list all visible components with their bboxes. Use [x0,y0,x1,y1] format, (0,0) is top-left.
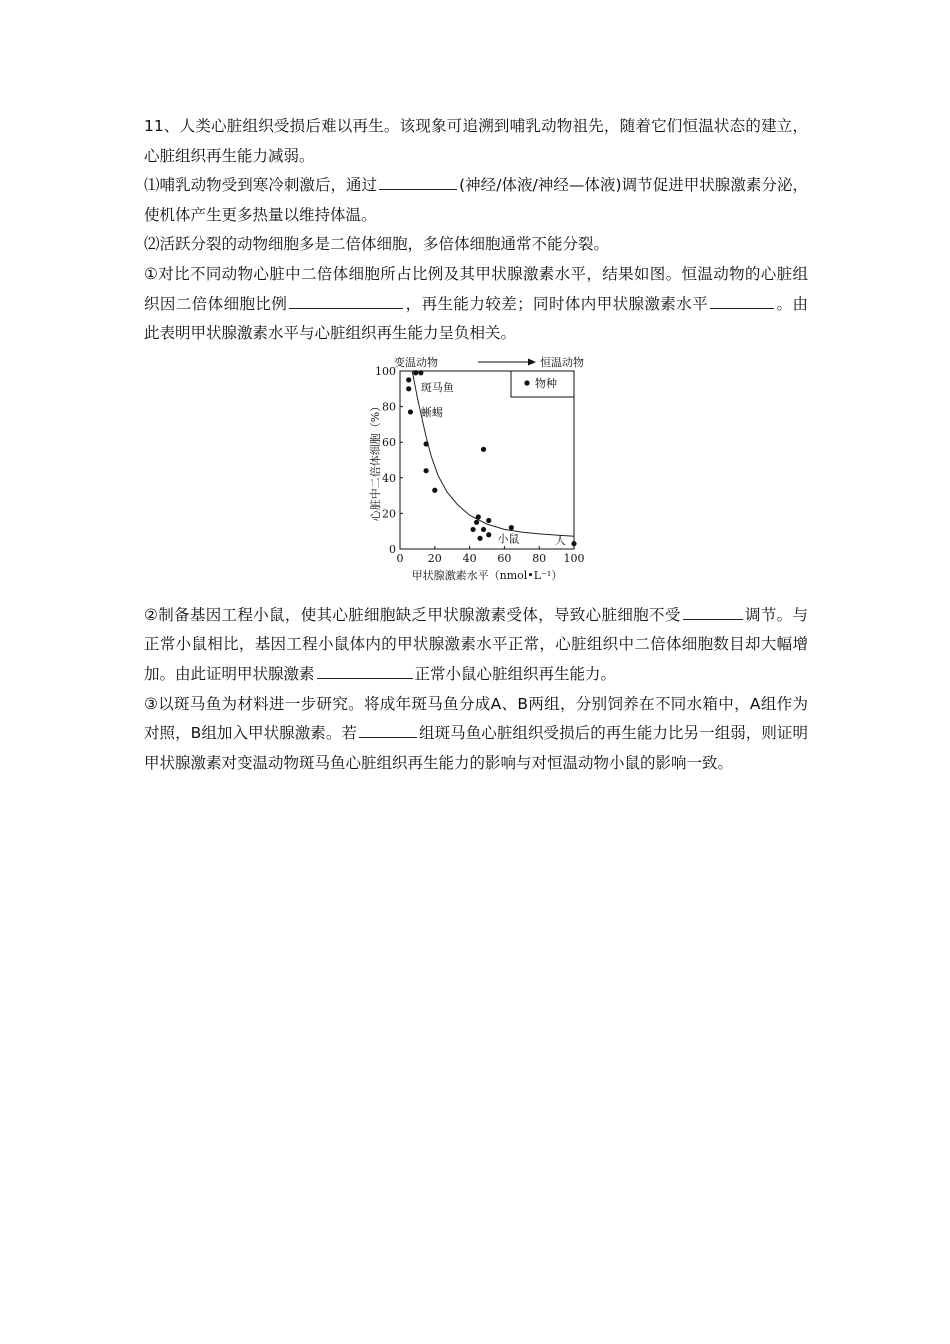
sub-3-text: ③以斑马鱼为材料进一步研究。将成年斑马鱼分成A、B两组，分别饲养在不同水箱中，A组作为对照，B组加入甲状腺激素。若 [144,694,808,743]
data-point [474,519,479,524]
part-1-text: ⑴哺乳动物受到寒冷刺激后，通过 [144,176,378,195]
legend-marker [524,380,529,385]
legend-label: 物种 [535,376,557,390]
sub-3-text-end: 组斑马鱼心脏组织受损后的再生能力比另一组弱，则证明甲状腺激素对变温动物斑马鱼心脏组织再生能力的影响与对恒温动物小鼠的影响一致。 [144,724,808,772]
sub-2-text-end: 正常小鼠心脏组织再生能力。 [414,664,617,683]
y-tick-label: 80 [382,400,396,414]
data-point [481,527,486,532]
data-point [424,441,429,446]
annotation-label: 小鼠 [497,532,520,546]
x-tick-label: 80 [532,551,547,565]
data-point [418,370,423,375]
x-axis-label: 甲状腺激素水平（nmol•L⁻¹） [411,568,563,582]
top-label-right: 恒温动物 [540,355,584,369]
data-point [481,446,486,451]
question-intro: 11、人类心脏组织受损后难以再生。该现象可追溯到哺乳动物祖先，随着它们恒温状态的建立，心脏组织再生能力减弱。 [144,117,808,165]
data-point [571,541,576,546]
y-tick-label: 0 [389,542,396,556]
data-point [476,514,481,519]
annotation-label: 斑马鱼 [420,380,454,394]
part-1 [144,171,808,230]
answer-blank-6[interactable] [359,722,417,739]
sub-question-2 [144,601,808,690]
x-tick-label: 0 [396,551,404,565]
x-tick-label: 60 [497,551,512,565]
y-axis-label: 心脏中二倍体细胞（%） [369,400,382,521]
data-point [509,525,514,530]
top-label-left: 变温动物 [394,355,438,369]
answer-blank-1[interactable] [379,174,457,191]
sub-1-text-mid: ，再生能力较差；同时体内甲状腺激素水平 [405,294,709,313]
data-point [486,518,491,523]
data-point [432,487,437,492]
question-11 [144,112,808,778]
scatter-chart [369,353,624,597]
part-2-intro: ⑵活跃分裂的动物细胞多是二倍体细胞，多倍体细胞通常不能分裂。 [144,235,610,254]
data-point [413,370,418,375]
figure [144,353,808,597]
data-point [406,377,411,382]
annotation-label: 蜥蜴 [420,405,443,419]
x-tick-label: 40 [462,551,477,565]
data-point [470,527,475,532]
answer-blank-5[interactable] [317,662,413,679]
data-point [424,468,429,473]
annotations [421,381,566,547]
answer-blank-4[interactable] [683,603,743,620]
sub-question-3 [144,690,808,779]
y-tick-label: 100 [375,364,396,378]
x-tick-label: 100 [563,551,585,565]
answer-blank-3[interactable] [710,292,774,309]
sub-2-text-mid: 调节。与正常小鼠相比，基因工程小鼠体内的甲状腺激素水平正常，心脏组织中二倍体细胞数目却大幅增加。由此证明甲状腺激素 [144,605,808,683]
x-tick-label: 20 [427,551,442,565]
sub-question-1 [144,260,808,349]
y-tick-label: 60 [382,435,396,449]
data-point [486,532,491,537]
y-tick-label: 40 [382,471,396,485]
sub-1-text: ①对比不同动物心脏中二倍体细胞所占比例及其甲状腺激素水平，结果如图。恒温动物的心脏组织因二倍体细胞比例 [144,264,808,313]
data-point [477,535,482,540]
sub-2-text: ②制备基因工程小鼠，使其心脏细胞缺乏甲状腺激素受体，导致心脏细胞不受 [144,605,681,624]
y-tick-label: 20 [382,507,396,521]
data-point [406,386,411,391]
top-arrow-head [528,358,536,365]
annotation-label: 人 [554,533,566,547]
part-1-text-end: (神经/体液/神经—体液)调节促进甲状腺激素分泌，使机体产生更多热量以维持体温。 [144,176,808,224]
sub-1-text-end: 。由此表明甲状腺激素水平与心脏组织再生能力呈负相关。 [144,294,808,343]
data-point [408,409,413,414]
answer-blank-2[interactable] [289,292,403,309]
